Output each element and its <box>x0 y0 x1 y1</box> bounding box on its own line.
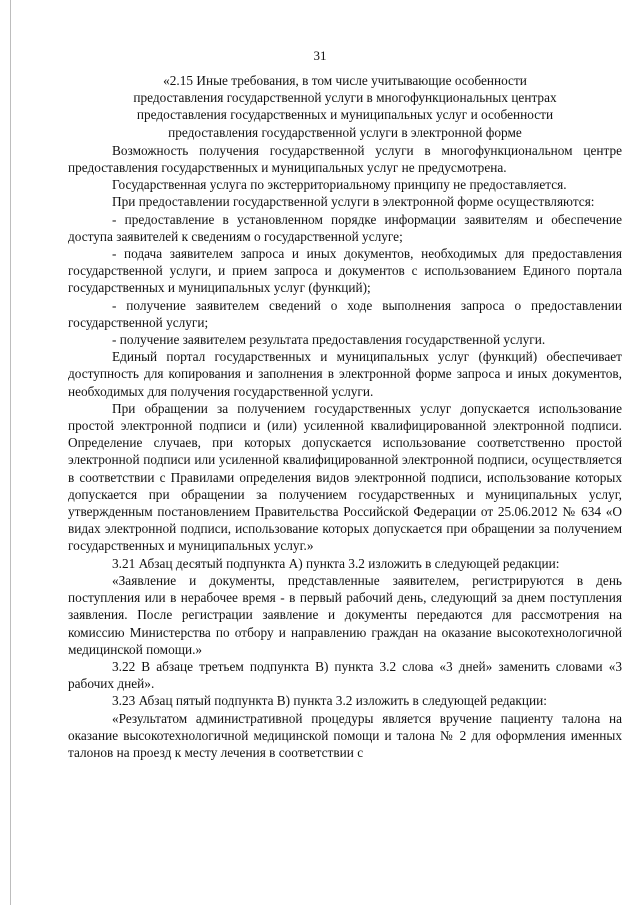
document-body <box>68 72 622 761</box>
paragraph-signature: При обращении за получением государственных услуг допускается использование простой электронной подписи и (или) усиленной квалифицированной электронной подписи. Определение случаев, при которых допускается использование соответственно простой электронной подписи или усиленной квалифицированной электронной подписи, осуществляется в соответствии с Правилами определения видов электронной подписи, использование которых допускается при обращении за получением государственных и муниципальных услуг, утвержденным постановлением Правительства Российской Федерации от 25.06.2012 № 634 «О видах электронной подписи, использование которых допускается при обращении за получением государственных и муниципальных услуг.» <box>68 400 622 554</box>
scan-edge-line <box>10 0 11 905</box>
paragraph-3-21: 3.21 Абзац десятый подпункта А) пункта 3.2 изложить в следующей редакции: <box>112 555 560 571</box>
paragraph-3-23: 3.23 Абзац пятый подпункта В) пункта 3.2 изложить в следующей редакции: <box>112 693 547 709</box>
paragraph-quote-registration: «Заявление и документы, представленные заявителем, регистрируются в день поступления или в нерабочее время - в первый рабочий день, следующий за днем поступления заявления. После регистрации заявление и документы передаются для рассмотрения на комиссию Министерства по отбору и направлению граждан на оказание высокотехнологичной медицинской помощи.» <box>68 572 622 657</box>
section-heading <box>68 72 622 142</box>
heading-line: предоставления государственных и муниципальных услуг и особенности <box>136 107 554 123</box>
list-item-status: - получение заявителем сведений о ходе выполнения запроса о предоставлении государственной услуги; <box>68 297 622 330</box>
list-item-result: - получение заявителем результата предоставления государственной услуги. <box>112 332 546 348</box>
paragraph-quote-result: «Результатом административной процедуры является вручение пациенту талона на оказание высокотехнологичной медицинской помощи и талона № 2 для оформления именных талонов на проезд к месту лечения в соответствии с <box>68 710 622 760</box>
paragraph-electronic-form: При предоставлении государственной услуги в электронной форме осуществляются: <box>112 194 595 210</box>
list-item-submission: - подача заявителем запроса и иных документов, необходимых для предоставления государственной услуги, и прием запроса и документов с использованием Единого портала государственных и муниципальных услуг (функций); <box>68 246 622 296</box>
heading-line: «2.15 Иные требования, в том числе учитывающие особенности <box>163 73 527 88</box>
paragraph-3-22: 3.22 В абзаце третьем подпункта В) пункта 3.2 слова «3 дней» заменить словами «3 рабочих дней». <box>68 658 622 692</box>
list-item-info: - предоставление в установленном порядке информации заявителям и обеспечение доступа заявителей к сведениям о государственной услуге; <box>68 211 622 244</box>
page-number: 31 <box>313 48 327 63</box>
paragraph-portal: Единый портал государственных и муниципальных услуг (функций) обеспечивает доступность для копирования и заполнения в электронной форме запроса и иных документов, необходимых для получения государственной услуги. <box>68 349 622 399</box>
heading-line: предоставления государственной услуги в электронной форме <box>168 124 522 140</box>
paragraph-extraterritorial: Государственная услуга по экстерриториальному принципу не предоставляется. <box>112 177 567 193</box>
paragraph-mfc: Возможность получения государственной услуги в многофункциональном центре предоставления государственных и муниципальных услуг не предусмотрена. <box>68 142 622 176</box>
heading-line: предоставления государственной услуги в многофункциональных центрах <box>133 90 557 106</box>
